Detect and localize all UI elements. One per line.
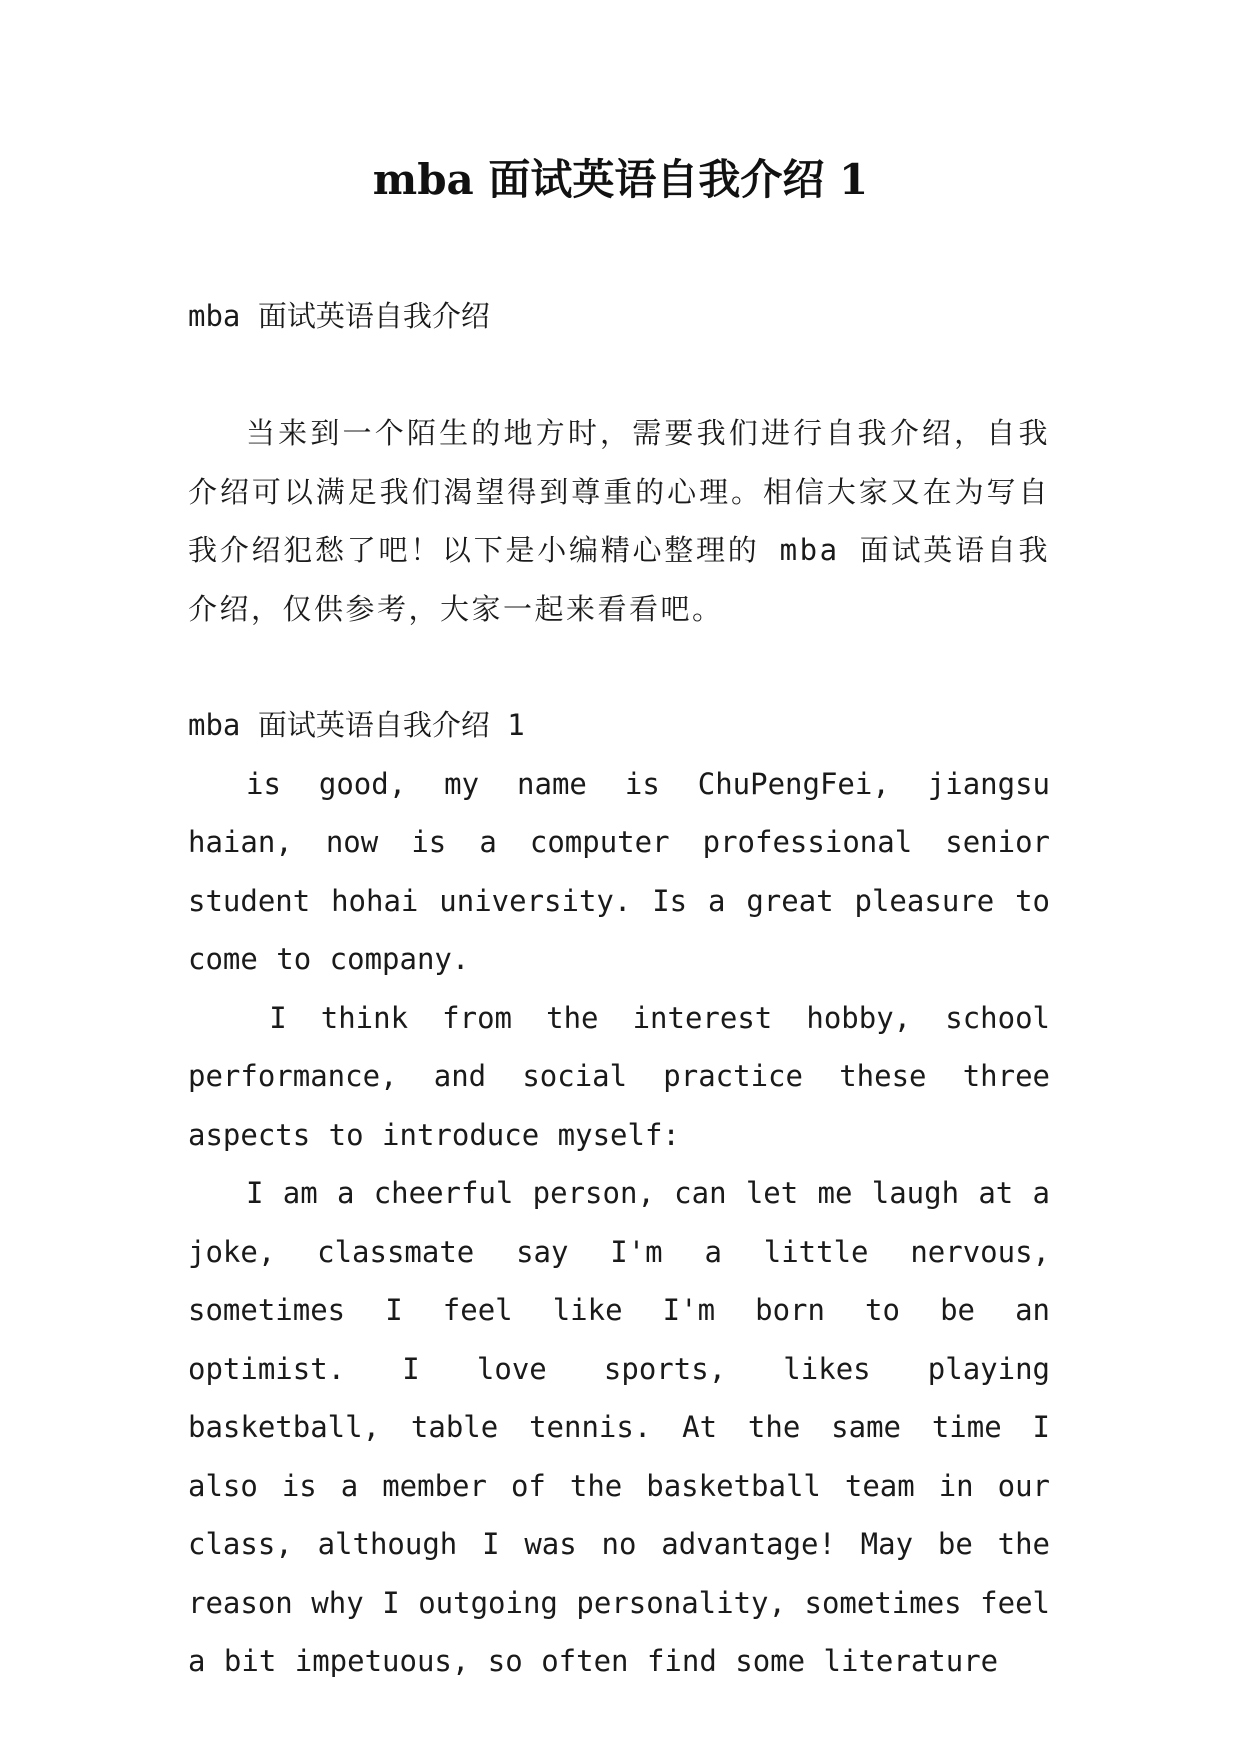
- spacer: [188, 342, 1050, 404]
- section-heading: mba 面试英语自我介绍 1: [188, 708, 525, 742]
- intro-paragraph: 当来到一个陌生的地方时，需要我们进行自我介绍，自我介绍可以满足我们渴望得到尊重的心理。相信大家又在为写自我介绍犯愁了吧！以下是小编精心整理的 mba 面试英语自我介绍，仅供参考，大家一起来看看吧。: [188, 416, 1050, 626]
- document-subtitle: mba 面试英语自我介绍: [188, 299, 490, 333]
- document-body: [188, 290, 1050, 1691]
- body-paragraph: I think from the interest hobby, school performance, and social practice these three aspects to introduce myself:: [188, 1000, 1050, 1152]
- spacer: [188, 638, 1050, 696]
- body-paragraph: I am a cheerful person, can let me laugh at a joke, classmate say I'm a little nervous, sometimes I feel like I'm born to be an optimist. I love sports, likes playing basketball, table tennis. At the same time I also is a member of the basketball team in our class, although I was no advantage! May be the reason why I outgoing personality, sometimes feel a bit impetuous, so often find some literature: [188, 1176, 1050, 1678]
- body-paragraph: is good, my name is ChuPengFei, jiangsu haian, now is a computer professional senior student hohai university. Is a great pleasure to come to company.: [188, 766, 1050, 976]
- document-title: mba 面试英语自我介绍 1: [372, 155, 869, 204]
